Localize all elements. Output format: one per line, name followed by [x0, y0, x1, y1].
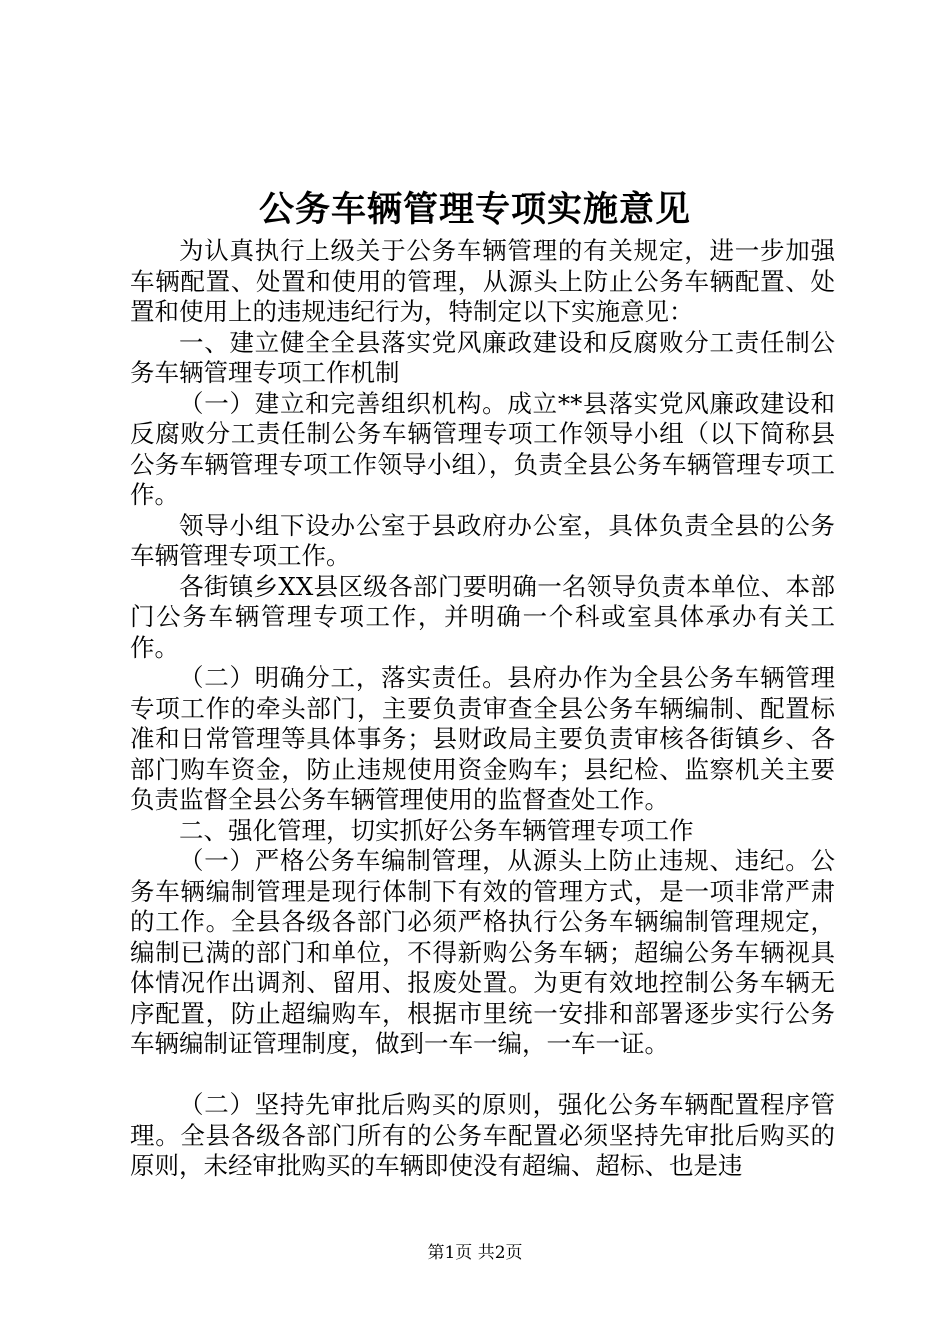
paragraph-1-1: （一）建立和完善组织机构。成立**县落实党风廉政建设和反腐败分工责任制公务车辆管理专项工作领导小组（以下简称县公务车辆管理专项工作领导小组），负责全县公务车辆管理专项工作。	[130, 388, 835, 509]
paragraph-1-2: 领导小组下设办公室于县政府办公室，具体负责全县的公务车辆管理专项工作。	[130, 510, 835, 570]
section-heading-1: 一、建立健全全县落实党风廉政建设和反腐败分工责任制公务车辆管理专项工作机制	[130, 327, 835, 387]
document-title: 公务车辆管理专项实施意见	[258, 189, 691, 230]
paragraph-2-1: （一）严格公务车编制管理，从源头上防止违规、违纪。公务车辆编制管理是现行体制下有效的管理方式，是一项非常严肃的工作。全县各级各部门必须严格执行公务车辆编制管理规定，编制已满的部门和单位，不得新购公务车辆；超编公务车辆视具体情况作出调剂、留用、报废处置。为更有效地控制公务车辆无序配置，防止超编购车，根据市里统一安排和部署逐步实行公务车辆编制证管理制度，做到一车一编，一车一证。	[130, 846, 835, 1058]
paragraph-2-2: （二）坚持先审批后购买的原则，强化公务车辆配置程序管理。全县各级各部门所有的公务车配置必须坚持先审批后购买的原则，未经审批购买的车辆即使没有超编、超标、也是违	[130, 1090, 835, 1180]
paragraph-1-4: （二）明确分工，落实责任。县府办作为全县公务车辆管理专项工作的牵头部门，主要负责审查全县公务车辆编制、配置标准和日常管理等具体事务；县财政局主要负责审核各街镇乡、各部门购车资金，防止违规使用资金购车；县纪检、监察机关主要负责监督全县公务车辆管理使用的监督查处工作。	[130, 663, 835, 814]
paragraph-1-3: 各街镇乡XX县区级各部门要明确一名领导负责本单位、本部门公务车辆管理专项工作，并明确一个科或室具体承办有关工作。	[130, 571, 835, 662]
section-heading-2: 二、强化管理，切实抓好公务车辆管理专项工作	[179, 815, 694, 845]
document-body	[130, 236, 835, 1182]
intro-paragraph: 为认真执行上级关于公务车辆管理的有关规定，进一步加强车辆配置、处置和使用的管理，从源头上防止公务车辆配置、处置和使用上的违规违纪行为，特制定以下实施意见：	[130, 236, 835, 326]
page-footer: 第1页 共2页	[427, 1243, 523, 1263]
